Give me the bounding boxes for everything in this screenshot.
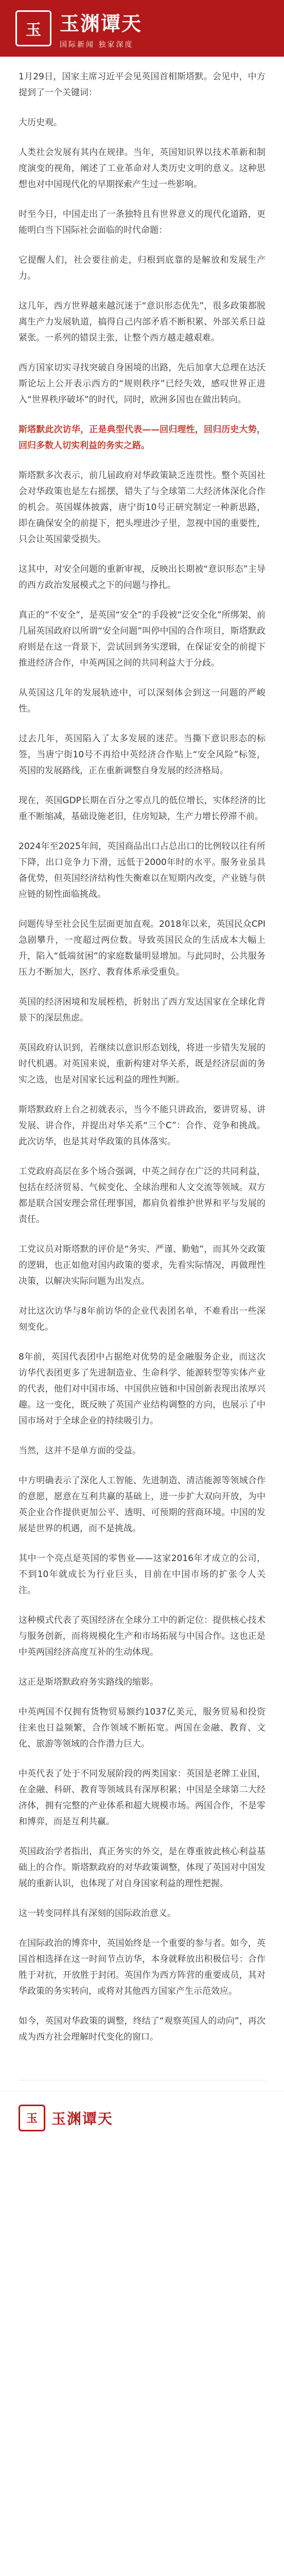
article-paragraph: 西方国家切实寻找突破自身困境的出路，先后加拿大总理在达沃斯论坛上公开表示西方的“规则秩序”已经失效，感叹世界正进入“世界秩序破坏”的时代，同时，欧洲多国也在做出转向。 [19, 363, 265, 405]
footer-logo-mark-icon: 玉 [19, 2105, 45, 2131]
article-paragraph: 中方明确表示了深化人工智能、先进制造、清洁能源等领域合作的意愿，愿意在互利共赢的基础上，进一步扩大双向开放，为中英企业合作提供更加公平、透明、可预期的营商环境。中国的发展是世界的机遇，而不是挑战。 [19, 1476, 265, 1534]
article-body [0, 57, 284, 2070]
article-paragraph: 对比这次访华与8年前访华的企业代表团名单，不难看出一些深刻变化。 [19, 1306, 265, 1332]
article-paragraph: 当然，这并不是单方面的受益。 [19, 1446, 141, 1456]
article-paragraph: 工党政府高层在多个场合强调，中英之间存在广泛的共同利益，包括在经济贸易、气候变化、全球治理和人文交流等领域。双方都是联合国安理会常任理事国，都肩负着维护世界和平与发展的责任。 [19, 1166, 265, 1225]
article-paragraph: 这正是斯塔默政府务实路线的缩影。 [19, 1677, 158, 1687]
footer-logo [19, 2105, 113, 2131]
brand-logo [15, 8, 142, 49]
article-paragraph: 8年前，英国代表团中占据绝对优势的是金融服务企业，而这次访华代表团更多了先进制造业、生命科学、能源转型等实体产业的代表，他们对中国市场、中国供应链和中国创新表现出浓厚兴趣。这一变化，既反映了英国产业结构调整的方向，也展示了中国市场对于全球企业的持续吸引力。 [19, 1352, 265, 1426]
article-paragraph: 英国政治学者指出，真正务实的外交，是在尊重彼此核心利益基础上的合作。斯塔默政府的对华政策调整，体现了英国对中国发展的重新认识，也体现了对自身国家利益的理性把握。 [19, 1846, 265, 1889]
article-paragraph: 真正的“不安全”，是英国“安全”的手段被“泛安全化”所绑架、前几届英国政府以所谓“安全问题”叫停中国的合作项目，斯塔默政府则是在这一背景下，尝试回到务实逻辑，在保证安全的前提下推进经济合作，中英两国之间的共同利益大于分歧。 [19, 610, 265, 668]
article-paragraph: 斯塔默此次访华，正是典型代表——回归理性，回归历史大势，回归多数人切实利益的务实之路。 [19, 425, 265, 451]
article-paragraph: 人类社会发展有其内在规律。当年，英国知识界以技术革新和制度演变的视角，阐述了工业革命对人类历史文明的意义。这种思想也对中国现代化的早期探索产生过一些影响。 [19, 147, 265, 190]
article-paragraph: 问题传导至社会民生层面更加直观。2018年以来，英国民众CPI急剧攀升，一度超过两位数。导致英国民众的生活成本大幅上升，陷入“低端贫困”的家庭数量明显增加。与此同时，公共服务压力不断加大，医疗、教育体系承受重负。 [19, 919, 265, 977]
article-paragraph: 时至今日，中国走出了一条独特且有世界意义的现代化道路，更能明白当下国际社会面临的时代命题： [19, 209, 265, 235]
article-paragraph: 这一转变同样具有深刻的国际政治意义。 [19, 1908, 176, 1919]
footer-brand-title: 玉渊谭天 [51, 2110, 114, 2127]
article-paragraph: 如今，英国对华政策的调整，终结了“观察英国人的动向”，再次成为西方社会理解时代变化的窗口。 [19, 2016, 265, 2042]
article-paragraph: 中英代表了处于不同发展阶段的两类国家：英国是老牌工业国，在金融、科研、教育等领域具有深厚积累；中国是全球第二大经济体，拥有完整的产业体系和超大规模市场。两国合作，不是零和博弈，而是互利共赢。 [19, 1769, 265, 1827]
brand-text [60, 8, 142, 49]
article-paragraph: 现在，英国GDP长期在百分之零点几的低位增长，实体经济的比重不断缩减，基础设施老旧，住房短缺，生产力增长停滞不前。 [19, 795, 265, 822]
article-paragraph: 大历史观。 [19, 117, 62, 128]
article-paragraph: 中英两国不仅拥有货物贸易额约1037亿美元，服务贸易和投资往来也日益频繁，合作领域不断拓宽。两国在金融、教育、文化、旅游等领域的合作潜力巨大。 [19, 1707, 265, 1749]
article-paragraph: 工党议员对斯塔默的评价是“务实、严谨、勤勉”，而其外交政策的逻辑，也正如他对国内政策的要求，先看实际情况，再做理性决策，以解决实际问题为出发点。 [19, 1244, 265, 1286]
article-paragraph: 1月29日，国家主席习近平会见英国首相斯塔默。会见中，中方提到了一个关键词： [19, 72, 265, 98]
article-paragraph: 斯塔默多次表示，前几届政府对华政策缺乏连贯性。整个英国社会对华政策也是左右摇摆，错失了与全球第二大经济体深化合作的机会。英国媒体披露，唐宁街10号正研究制定一种新思路，即在确保安全的前提下，把头埋进沙子里，忽视中国的重要性，只会让英国蒙受损失。 [19, 470, 265, 545]
footer-banner [0, 2091, 284, 2144]
header-banner [0, 0, 284, 57]
article-paragraph: 这种模式代表了英国经济在全球分工中的新定位：提供核心技术与服务创新，而将规模化生产和市场拓展与中国合作。这也正是中英两国经济高度互补的生动体现。 [19, 1615, 265, 1657]
article-paragraph: 英国政府认识到，若继续以意识形态划线，将进一步错失发展的时代机遇。对英国来说，重新构建对华关系，既是经济层面的务实之选，也是对国家长远利益的理性判断。 [19, 1043, 265, 1085]
article-paragraph: 从英国这几年的发展轨迹中，可以深刻体会到这一问题的严峻性。 [19, 688, 265, 714]
article-paragraph: 斯塔默政府上台之初就表示，当今不能只讲政治，要讲贸易、讲发展、讲合作，并提出对华关系“三个C”：合作、竞争和挑战。此次访华，也是其对华政策的具体落实。 [19, 1105, 265, 1147]
article-paragraph: 在国际政治的博弈中，英国始终是一个重要的参与者。如今，英国首相选择在这一时间节点访华，本身就释放出积极信号：合作胜于对抗，开放胜于封闭。英国作为西方阵营的重要成员，其对华政策的务实转向，或将对其他西方国家产生示范效应。 [19, 1938, 265, 1996]
article-paragraph: 2024年至2025年间，英国商品出口占总出口的比例较以往有所下降，出口竞争力下滑，远低于2000年时的水平。服务业虽具备优势，但英国经济结构性失衡难以在短期内改变，产业链与供应链的韧性面临挑战。 [19, 841, 265, 900]
article-paragraph: 英国的经济困境和发展桎梏，折射出了西方发达国家在全球化背景下的深层焦虑。 [19, 997, 265, 1023]
article-paragraph: 它提醒人们，社会要往前走，归根到底靠的是解放和发展生产力。 [19, 255, 265, 281]
article-paragraph: 其中一个亮点是英国的零售业——这家2016年才成立的公司，不到10年就成长为行业巨头，目前在中国市场的扩张令人关注。 [19, 1553, 265, 1596]
brand-subtitle: 国际新闻 独家深度 [60, 40, 134, 49]
article-paragraph: 这几年，西方世界越来越沉迷于“意识形态优先”，很多政策都脱离生产力发展轨道，搞得自己内部矛盾不断积累、外部关系日益紧张。一系列的错误主张，让整个西方越走越艰难。 [19, 301, 265, 343]
brand-title: 玉渊谭天 [60, 11, 143, 35]
article-paragraph: 这其中，对安全问题的重新审视，反映出长期被“意识形态”主导的西方政治发展模式之下的问题与挣扎。 [19, 564, 265, 590]
logo-mark-icon: 玉 [15, 10, 51, 46]
article-paragraph: 过去几年，英国陷入了太多发展的迷茫。当撕下意识形态的标签，当唐宁街10号不再给中英经济合作贴上“安全风险”标签，英国的发展路线，正在重新调整自身发展的经济格局。 [19, 734, 265, 776]
